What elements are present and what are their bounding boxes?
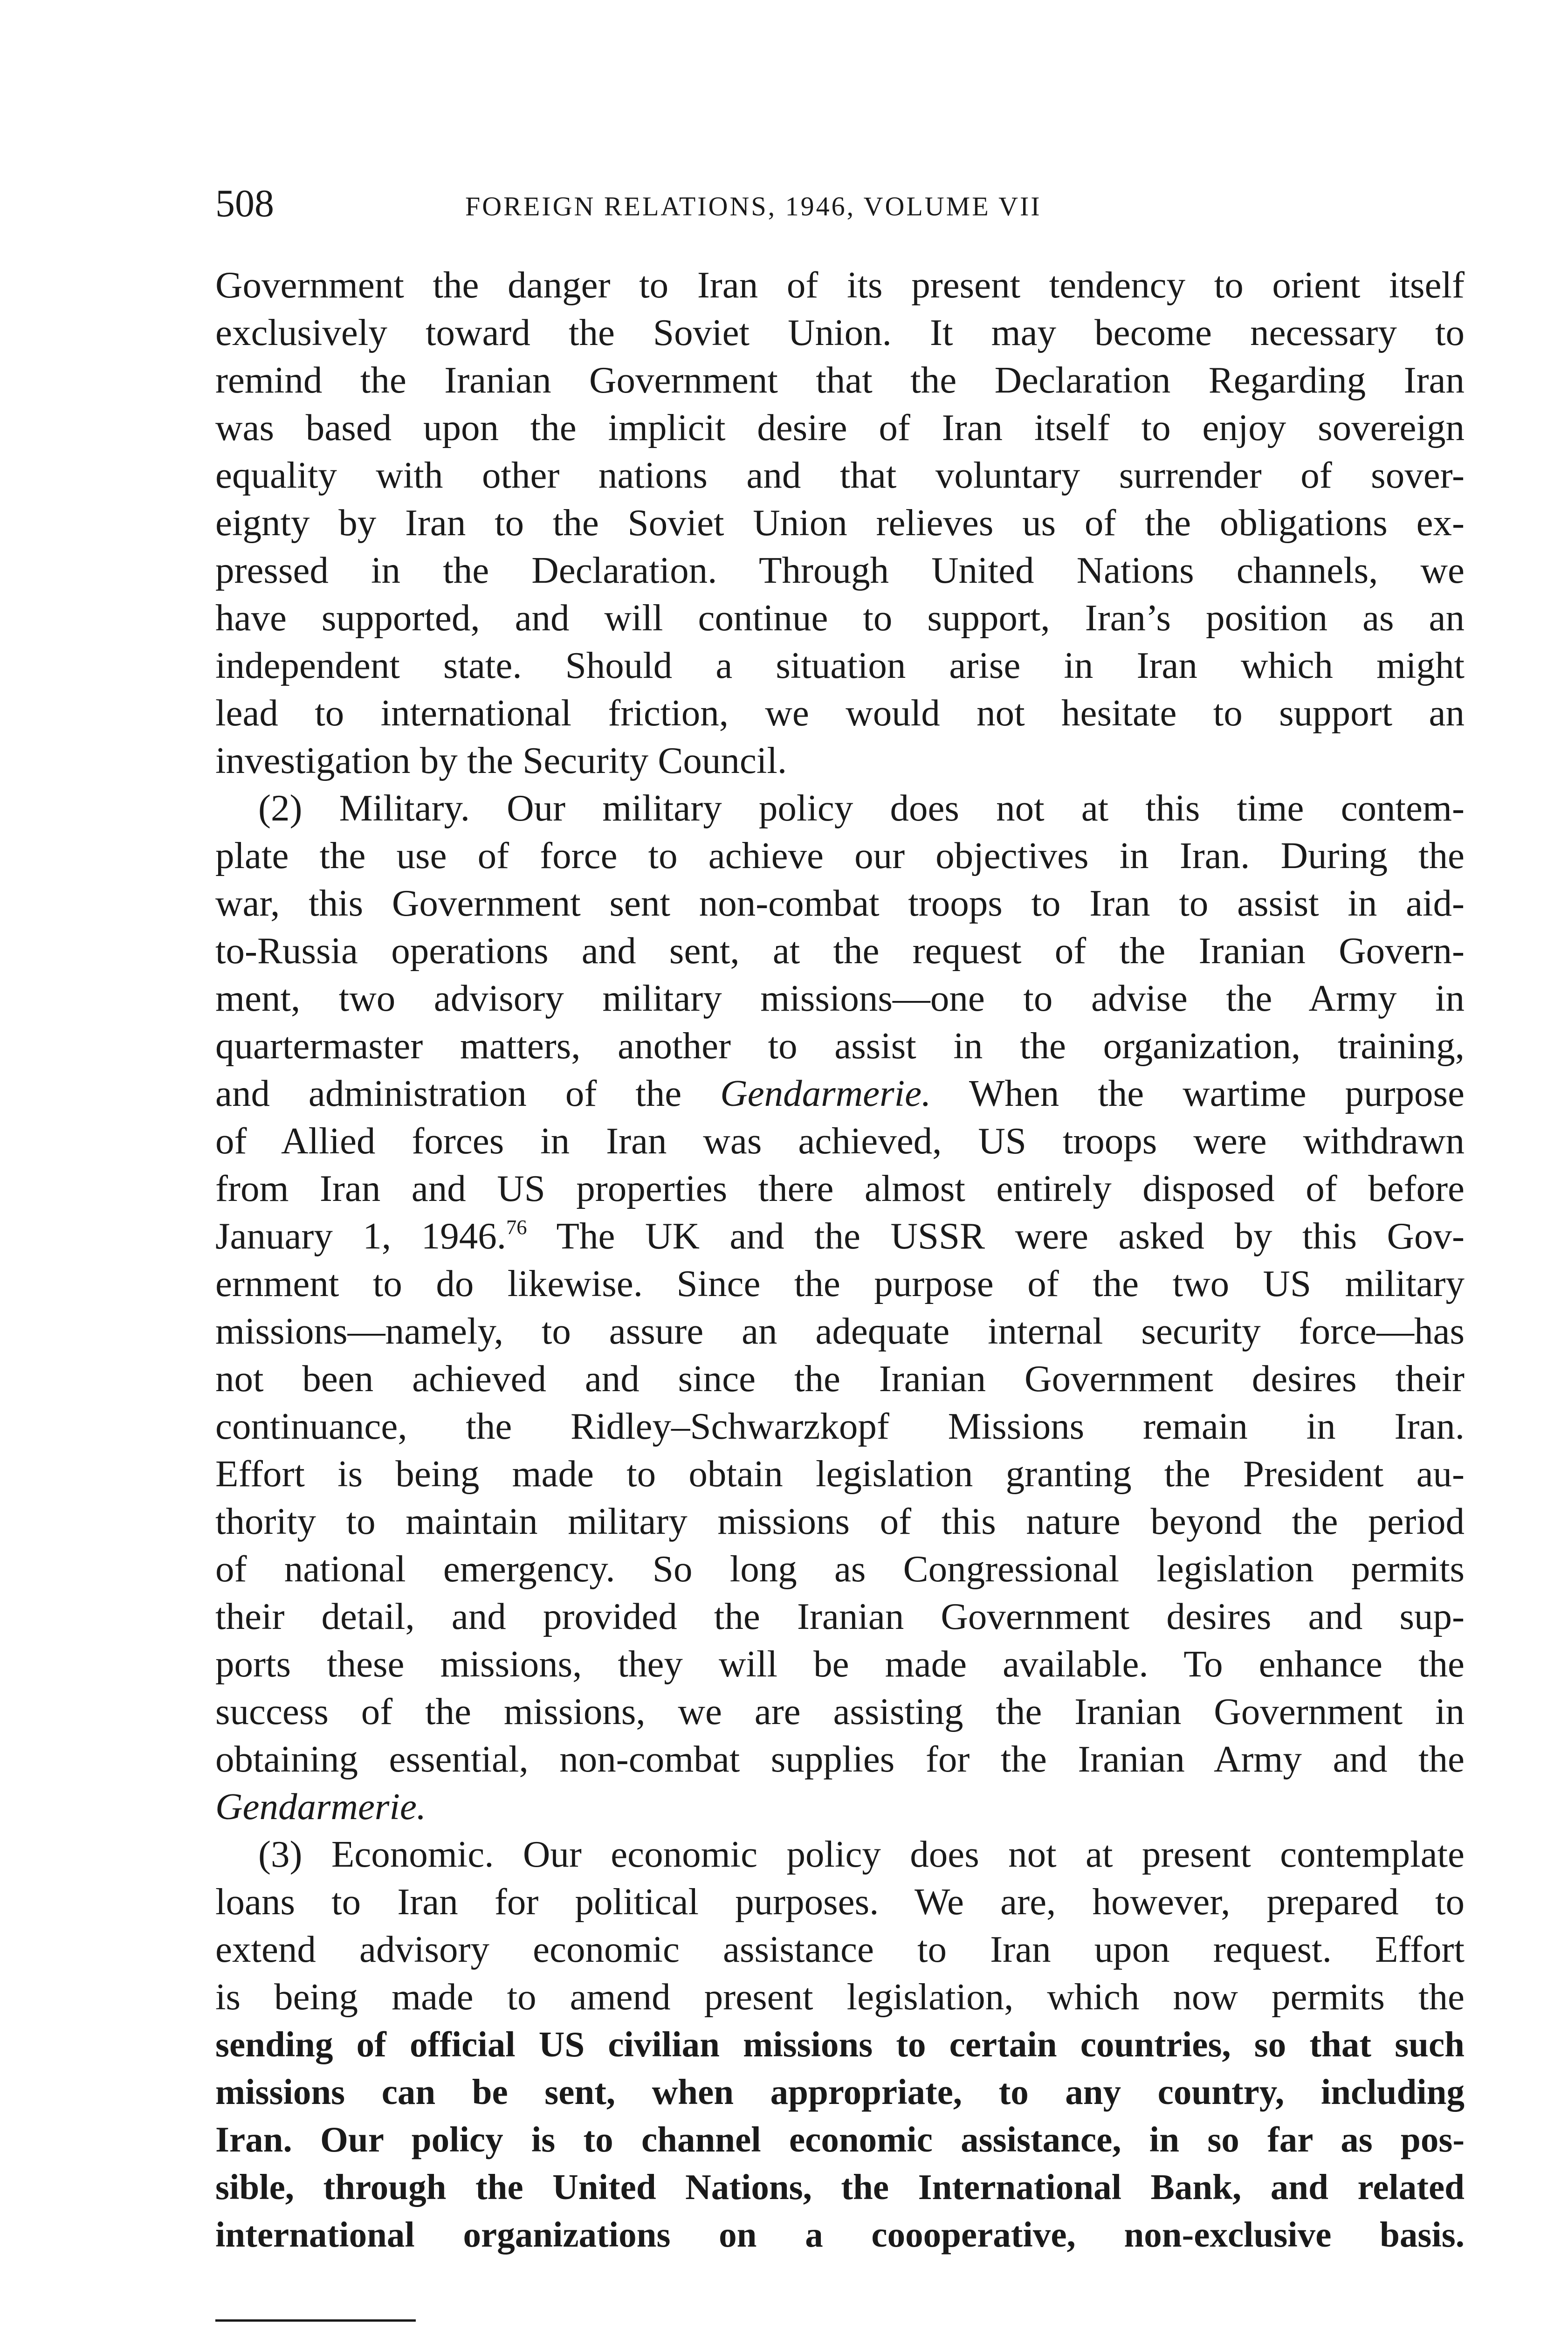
text-line: ports these missions, they will be made available. To enhance the (215, 1643, 1465, 1685)
paragraph-economic (215, 1830, 1465, 2258)
text-run: The UK and the USSR were asked by this Gov- (527, 1215, 1465, 1257)
text-line: investigation by the Security Council. (215, 739, 787, 781)
text-line: lead to international friction, we would not hesitate to support an (215, 692, 1465, 734)
text-line: ment, two advisory military missions—one to advise the Army in (215, 977, 1465, 1019)
text-line: of Allied forces in Iran was achieved, US troops were withdrawn (215, 1120, 1465, 1162)
text-line: Effort is being made to obtain legislation granting the President au- (215, 1453, 1465, 1495)
text-line: independent state. Should a situation arise in Iran which might (215, 644, 1465, 686)
bold-passage (215, 2021, 1465, 2258)
text-line: loans to Iran for political purposes. We are, however, prepared to (215, 1881, 1465, 1923)
text-line: obtaining essential, non-combat supplies for the Iranian Army and the (215, 1738, 1465, 1780)
text-line: success of the missions, we are assisting the Iranian Government in (215, 1690, 1465, 1732)
text-line: plate the use of force to achieve our objectives in Iran. During the (215, 834, 1465, 876)
text-line: sible, through the United Nations, the International Bank, and related (215, 2167, 1465, 2207)
text-line: of national emergency. So long as Congressional legislation permits (215, 1548, 1465, 1590)
footnote-reference[interactable]: 76 (506, 1215, 527, 1239)
text-line: remind the Iranian Government that the Declaration Regarding Iran (215, 359, 1465, 401)
text-line: equality with other nations and that voluntary surrender of sover- (215, 454, 1465, 496)
text-line: their detail, and provided the Iranian Government desires and sup- (215, 1595, 1465, 1637)
text-line: missions—namely, to assure an adequate internal security force—has (215, 1310, 1465, 1352)
footnote-divider (215, 2319, 416, 2322)
page-number: 508 (215, 182, 274, 225)
text-line: (3) Economic. Our economic policy does not at present contemplate (258, 1833, 1465, 1875)
paragraph-military (215, 784, 1465, 1830)
text-line: from Iran and US properties there almost entirely disposed of before (215, 1167, 1465, 1209)
text-run: and administration of the (215, 1072, 721, 1114)
text-line: extend advisory economic assistance to Iran upon request. Effort (215, 1928, 1465, 1970)
text-line: international organizations on a coooperative, non-exclusive basis. (215, 2214, 1465, 2255)
text-line: eignty by Iran to the Soviet Union relieves us of the obligations ex- (215, 502, 1465, 544)
text-line: Iran. Our policy is to channel economic assistance, in so far as pos- (215, 2119, 1465, 2159)
running-head: FOREIGN RELATIONS, 1946, VOLUME VII (465, 191, 1042, 221)
text-line: Government the danger to Iran of its present tendency to orient itself (215, 264, 1465, 306)
italic-term: Gendarmerie. (720, 1072, 931, 1114)
text-line: to-Russia operations and sent, at the request of the Iranian Govern- (215, 930, 1465, 972)
paragraph-diplomatic (215, 261, 1465, 784)
text-line: continuance, the Ridley–Schwarzkopf Missions remain in Iran. (215, 1405, 1465, 1447)
text-line: exclusively toward the Soviet Union. It may become necessary to (215, 311, 1465, 353)
text-run: January 1, 1946. (215, 1215, 506, 1257)
text-line: pressed in the Declaration. Through United Nations channels, we (215, 549, 1465, 591)
body-text (215, 261, 1465, 2258)
text-line: missions can be sent, when appropriate, to any country, including (215, 2072, 1465, 2112)
text-line: thority to maintain military missions of this nature beyond the period (215, 1500, 1465, 1542)
text-line: ernment to do likewise. Since the purpose of the two US military (215, 1262, 1465, 1304)
italic-term: Gendarmerie. (215, 1786, 426, 1828)
text-line (215, 1212, 1465, 1260)
text-line: have supported, and will continue to support, Iran’s position as an (215, 597, 1465, 639)
text-line: quartermaster matters, another to assist in the organization, training, (215, 1025, 1465, 1067)
text-line (215, 1783, 1465, 1830)
text-line: war, this Government sent non-combat troops to Iran to assist in aid- (215, 882, 1465, 924)
page-header (215, 178, 1465, 229)
text-line (215, 1069, 1465, 1117)
text-line: sending of official US civilian missions to certain countries, so that such (215, 2024, 1465, 2064)
text-line: (2) Military. Our military policy does not at this time contem- (258, 787, 1465, 829)
text-line: was based upon the implicit desire of Iran itself to enjoy sovereign (215, 407, 1465, 448)
text-line: not been achieved and since the Iranian Government desires their (215, 1358, 1465, 1400)
text-line: is being made to amend present legislation, which now permits the (215, 1976, 1465, 2018)
text-run: When the wartime purpose (931, 1072, 1465, 1114)
